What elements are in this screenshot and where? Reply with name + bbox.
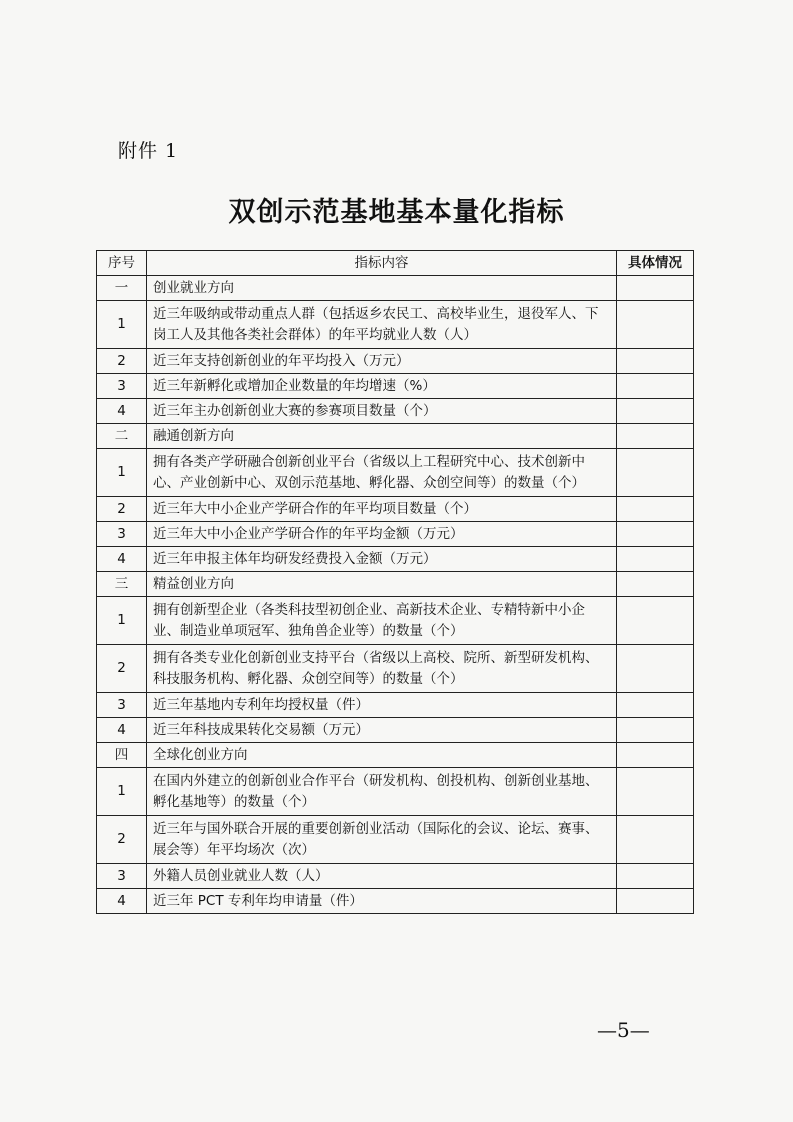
row-seq: 2 — [97, 816, 147, 864]
row-status-cell[interactable] — [617, 693, 694, 718]
row-seq: 4 — [97, 889, 147, 914]
row-content: 近三年大中小企业产学研合作的年平均项目数量（个） — [147, 497, 617, 522]
row-seq: 2 — [97, 349, 147, 374]
row-content: 全球化创业方向 — [147, 743, 617, 768]
row-content: 创业就业方向 — [147, 276, 617, 301]
row-content: 融通创新方向 — [147, 424, 617, 449]
table-row — [97, 301, 694, 349]
table-header-row — [97, 251, 694, 276]
row-status-cell[interactable] — [617, 424, 694, 449]
row-content: 精益创业方向 — [147, 572, 617, 597]
row-content: 近三年科技成果转化交易额（万元） — [147, 718, 617, 743]
row-seq: 三 — [97, 572, 147, 597]
table-row — [97, 889, 694, 914]
table-row — [97, 522, 694, 547]
row-seq: 3 — [97, 864, 147, 889]
table-body — [97, 276, 694, 914]
table-row — [97, 572, 694, 597]
table-row — [97, 816, 694, 864]
attachment-label: 附件 1 — [118, 140, 179, 162]
row-status-cell[interactable] — [617, 816, 694, 864]
row-content: 外籍人员创业就业人数（人） — [147, 864, 617, 889]
row-seq: 3 — [97, 374, 147, 399]
row-content: 近三年基地内专利年均授权量（件） — [147, 693, 617, 718]
row-seq: 2 — [97, 645, 147, 693]
row-content: 近三年大中小企业产学研合作的年平均金额（万元） — [147, 522, 617, 547]
table-row — [97, 449, 694, 497]
row-seq: 四 — [97, 743, 147, 768]
row-status-cell[interactable] — [617, 349, 694, 374]
table-row — [97, 547, 694, 572]
row-status-cell[interactable] — [617, 597, 694, 645]
row-content: 近三年主办创新创业大赛的参赛项目数量（个） — [147, 399, 617, 424]
table-row — [97, 497, 694, 522]
row-seq: 1 — [97, 597, 147, 645]
row-status-cell[interactable] — [617, 449, 694, 497]
row-status-cell[interactable] — [617, 645, 694, 693]
row-content: 近三年支持创新创业的年平均投入（万元） — [147, 349, 617, 374]
row-seq: 3 — [97, 522, 147, 547]
row-status-cell[interactable] — [617, 399, 694, 424]
row-status-cell[interactable] — [617, 864, 694, 889]
row-content: 近三年新孵化或增加企业数量的年均增速（%） — [147, 374, 617, 399]
table-row — [97, 424, 694, 449]
row-content: 拥有各类专业化创新创业支持平台（省级以上高校、院所、新型研发机构、科技服务机构、孵化器、众创空间等）的数量（个） — [147, 645, 617, 693]
table-row — [97, 864, 694, 889]
row-seq: 2 — [97, 497, 147, 522]
row-seq: 1 — [97, 768, 147, 816]
row-status-cell[interactable] — [617, 718, 694, 743]
table-row — [97, 645, 694, 693]
row-content: 近三年吸纳或带动重点人群（包括返乡农民工、高校毕业生，退役军人、下岗工人及其他各类社会群体）的年平均就业人数（人） — [147, 301, 617, 349]
row-content: 近三年 PCT 专利年均申请量（件） — [147, 889, 617, 914]
row-status-cell[interactable] — [617, 276, 694, 301]
row-seq: 3 — [97, 693, 147, 718]
page-number: —5— — [597, 1018, 650, 1042]
row-seq: 1 — [97, 449, 147, 497]
header-status: 具体情况 — [617, 251, 694, 276]
row-seq: 4 — [97, 718, 147, 743]
table-row — [97, 597, 694, 645]
table-row — [97, 768, 694, 816]
table-row — [97, 374, 694, 399]
row-seq: 4 — [97, 547, 147, 572]
row-status-cell[interactable] — [617, 374, 694, 399]
row-status-cell[interactable] — [617, 497, 694, 522]
table-row — [97, 693, 694, 718]
table-row — [97, 349, 694, 374]
row-status-cell[interactable] — [617, 572, 694, 597]
row-seq: 1 — [97, 301, 147, 349]
row-content: 在国内外建立的创新创业合作平台（研发机构、创投机构、创新创业基地、孵化基地等）的数量（个） — [147, 768, 617, 816]
row-status-cell[interactable] — [617, 768, 694, 816]
document-title: 双创示范基地基本量化指标 — [228, 197, 565, 228]
row-status-cell[interactable] — [617, 889, 694, 914]
row-seq: 一 — [97, 276, 147, 301]
row-status-cell[interactable] — [617, 547, 694, 572]
table-row — [97, 399, 694, 424]
row-content: 近三年申报主体年均研发经费投入金额（万元） — [147, 547, 617, 572]
row-content: 近三年与国外联合开展的重要创新创业活动（国际化的会议、论坛、赛事、展会等）年平均场次（次） — [147, 816, 617, 864]
row-seq: 4 — [97, 399, 147, 424]
indicator-table — [96, 250, 694, 914]
table-row — [97, 718, 694, 743]
row-content: 拥有各类产学研融合创新创业平台（省级以上工程研究中心、技术创新中心、产业创新中心、双创示范基地、孵化器、众创空间等）的数量（个） — [147, 449, 617, 497]
header-content: 指标内容 — [147, 251, 617, 276]
header-seq: 序号 — [97, 251, 147, 276]
table-row — [97, 276, 694, 301]
row-status-cell[interactable] — [617, 301, 694, 349]
row-content: 拥有创新型企业（各类科技型初创企业、高新技术企业、专精特新中小企业、制造业单项冠军、独角兽企业等）的数量（个） — [147, 597, 617, 645]
row-status-cell[interactable] — [617, 743, 694, 768]
row-seq: 二 — [97, 424, 147, 449]
table-row — [97, 743, 694, 768]
row-status-cell[interactable] — [617, 522, 694, 547]
